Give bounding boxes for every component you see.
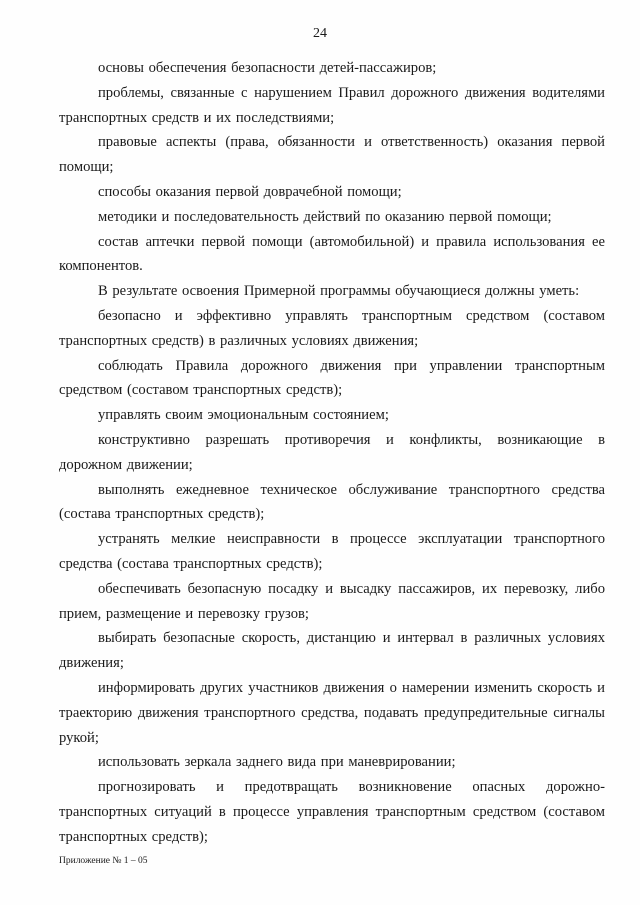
paragraph: способы оказания первой доврачебной помощи; <box>98 183 402 200</box>
paragraph: устранять мелкие неисправности в процессе эксплуатации транспортного средства (состава транспортных средств); <box>59 531 605 572</box>
paragraph: использовать зеркала заднего вида при маневрировании; <box>98 754 456 771</box>
page-number: 24 <box>313 26 327 41</box>
paragraph: информировать других участников движения о намерении изменить скорость и траекторию движения транспортного средства, подавать предупредительные сигналы рукой; <box>59 679 605 746</box>
footer-note: Приложение № 1 – 05 <box>59 856 148 866</box>
paragraph: соблюдать Правила дорожного движения при управлении транспортным средством (составом транспортных средств); <box>59 357 605 399</box>
paragraph: выбирать безопасные скорость, дистанцию и интервал в различных условиях движения; <box>59 630 605 672</box>
paragraph: управлять своим эмоциональным состоянием; <box>98 407 389 424</box>
paragraph: правовые аспекты (права, обязанности и ответственность) оказания первой помощи; <box>59 134 605 176</box>
paragraph: проблемы, связанные с нарушением Правил дорожного движения водителями транспортных средств и их последствиями; <box>59 84 605 126</box>
paragraph: прогнозировать и предотвращать возникновение опасных дорожно-транспортных ситуаций в процессе управления транспортным средством (составом транспортных средств); <box>59 779 605 845</box>
paragraph: основы обеспечения безопасности детей-пассажиров; <box>98 60 437 76</box>
document-body <box>59 56 605 850</box>
paragraph: В результате освоения Примерной программы обучающиеся должны уметь: <box>98 283 580 300</box>
paragraph: выполнять ежедневное техническое обслуживание транспортного средства (состава транспортных средств); <box>59 481 605 523</box>
paragraph: конструктивно разрешать противоречия и конфликты, возникающие в дорожном движении; <box>59 431 605 473</box>
paragraph: методики и последовательность действий по оказанию первой помощи; <box>98 208 552 225</box>
paragraph: состав аптечки первой помощи (автомобильной) и правила использования ее компонентов. <box>59 233 605 275</box>
paragraph: обеспечивать безопасную посадку и высадку пассажиров, их перевозку, либо прием, размещение и перевозку грузов; <box>59 580 605 622</box>
paragraph: безопасно и эффективно управлять транспортным средством (составом транспортных средств) в различных условиях движения; <box>59 307 605 349</box>
